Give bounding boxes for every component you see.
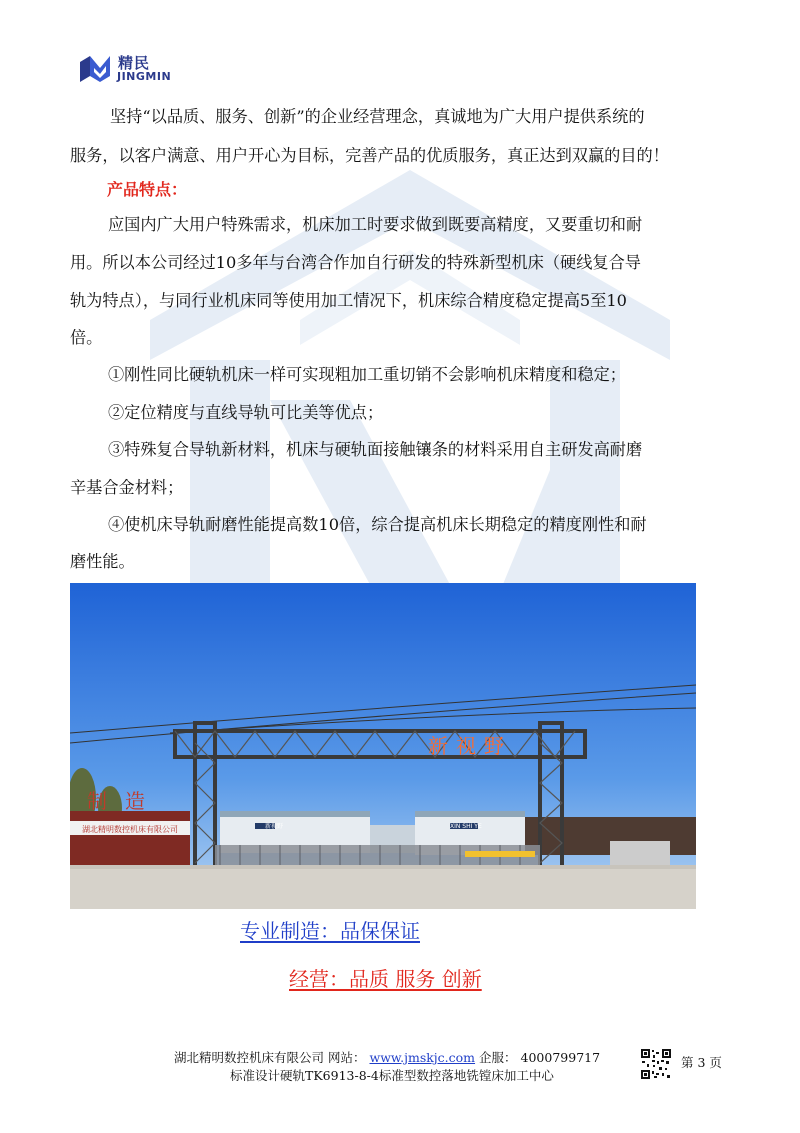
gate-sign-text: 新视野 [428,734,512,758]
page-number: 第 3 页 [681,1055,722,1070]
paragraph-line: 服务，以客户满意、用户开心为目标，完善产品的优质服务，真正达到双赢的目的！ [70,146,669,165]
paragraph-line: 磨性能。 [70,552,135,571]
footer-qq-number: 4000799717 [520,1050,601,1065]
qr-code-icon [641,1049,671,1079]
paragraph-line: 用。所以本公司经过10多年与台湾合作加自行研发的特殊新型机床（硬线复合导 [70,253,641,272]
footer-line-1 [174,1048,600,1066]
section-heading: 产品特点： [107,180,188,199]
factory-gate-photo [70,583,696,909]
jingmin-logo-icon [78,54,114,84]
building-label-1: 新视野 [265,823,284,830]
brand-cn: 精民 [118,54,151,72]
company-logo [78,52,198,88]
page-footer [0,1045,800,1105]
paragraph-line: ②定位精度与直线导轨可比美等优点； [108,403,384,422]
paragraph-line: ③特殊复合导轨新材料，机床与硬轨面接触镶条的材料采用自主研发高耐磨 [108,440,643,459]
footer-subtitle: 标准设计硬轨TK6913-8-4标准型数控落地铣镗床加工中心 [230,1068,554,1083]
slogan-operation: 经营：品质 服务 创新 [289,967,482,991]
footer-website-label: 网站： [328,1050,366,1065]
footer-company: 湖北精明数控机床有限公司 [174,1050,325,1065]
wall-company-text: 湖北精明数控机床有限公司 [82,825,178,834]
paragraph-line: 坚持“以品质、服务、创新”的企业经营理念，真诚地为广大用户提供系统的 [110,107,645,126]
footer-qq-label: 企服： [479,1050,517,1065]
paragraph-line: ①刚性同比硬轨机床一样可实现粗加工重切销不会影响机床精度和稳定； [108,365,626,384]
paragraph-line: 轨为特点），与同行业机床同等使用加工情况下，机床综合精度稳定提高5至10 [70,291,627,310]
paragraph-line: 辛基合金材料； [70,478,184,497]
building-label-2: XIN SHI YE [450,823,482,830]
paragraph-line: 应国内广大用户特殊需求，机床加工时要求做到既要高精度，又要重切和耐 [108,215,643,234]
slogan-manufacturing: 专业制造：品保保证 [240,919,420,943]
brand-en: JINGMIN [117,70,172,83]
paragraph-line: ④使机床导轨耐磨性能提高数10倍，综合提高机床长期稳定的精度刚性和耐 [108,515,647,534]
paragraph-line: 倍。 [70,328,103,347]
footer-website-link[interactable]: www.jmskjc.com [369,1050,476,1065]
wall-sign-text: 制造 [87,789,163,813]
